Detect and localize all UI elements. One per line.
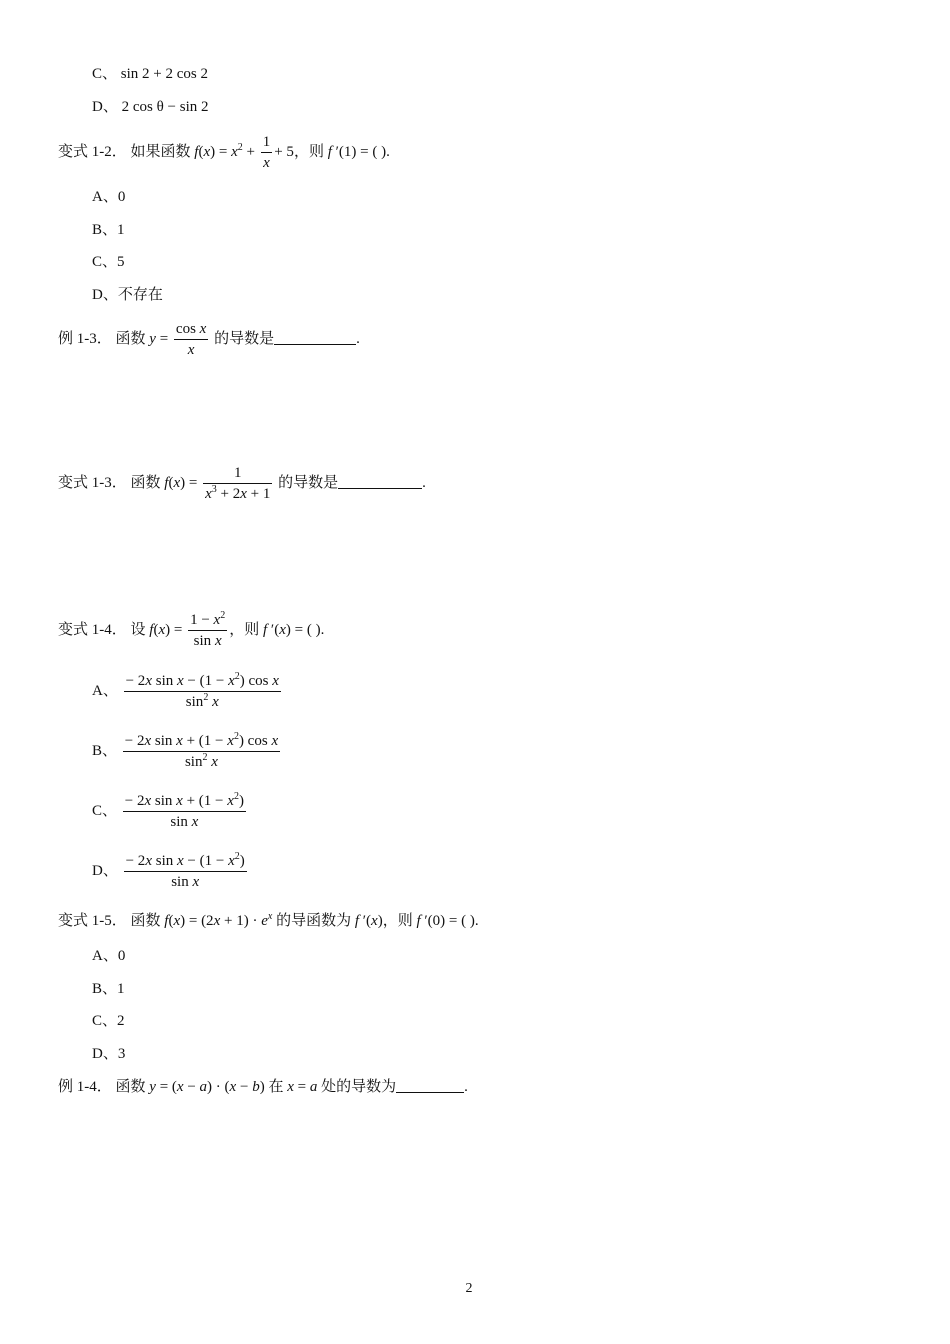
example-1-4 (58, 1077, 468, 1097)
answer-paren: ( ). (372, 143, 390, 160)
answer-paren: ( ). (306, 621, 325, 638)
function-expression: f(x) = $\frac{1 - x^2}{\text{sin x}}$ (149, 610, 226, 649)
option-text: 1 (117, 222, 125, 238)
option-b (92, 731, 282, 772)
option-text: 3 (117, 1046, 126, 1062)
question-label: 变式 1-3． (58, 474, 127, 491)
question-text: ，则 (382, 913, 413, 929)
option-letter: D、 (92, 862, 118, 879)
option-d (92, 851, 249, 892)
question-text: 在 (268, 1079, 284, 1095)
question-text: 的导函数为 (276, 913, 352, 929)
option-letter: A、 (92, 948, 118, 964)
question-text: 函数 (115, 330, 146, 347)
option-text: 5 (117, 254, 125, 270)
question-text: 函数 (115, 1079, 146, 1095)
option-text: 0 (117, 948, 126, 964)
question-1-3 (58, 463, 426, 504)
option-b (92, 979, 125, 999)
option-c (92, 252, 125, 272)
answer-blank[interactable] (338, 474, 422, 489)
fraction: $\frac{- 2x \sin x - (1 - x^2)}{\text{sin x}}$ (125, 851, 245, 890)
option-a (92, 187, 125, 207)
option-d (92, 97, 209, 117)
option-letter: B、 (92, 981, 118, 997)
option-text: 不存在 (117, 287, 163, 303)
derivative-expression: f ′(1) = (327, 143, 369, 160)
option-a (92, 946, 125, 966)
option-letter: C、 (92, 254, 118, 270)
question-label: 变式 1-4． (58, 621, 127, 638)
option-text: 0 (117, 189, 126, 205)
question-label: 例 1-4． (58, 1079, 112, 1095)
derivative-expression: f ′(x) = (262, 621, 304, 638)
option-text: 2 (117, 1013, 125, 1029)
question-text: 的导数是 (278, 474, 339, 491)
option-c (92, 791, 248, 832)
option-text: 1 (117, 981, 125, 997)
function-expression: $f(x) = (2x + 1) \cdot e^x$ (164, 911, 273, 929)
fraction: $\frac{\text{cos x}}{x}$ (175, 321, 207, 358)
point-expression: x = a (287, 1079, 318, 1095)
question-label: 变式 1-5． (58, 913, 127, 929)
option-letter: B、 (92, 222, 118, 238)
question-text: 如果函数 (130, 143, 191, 160)
answer-blank[interactable] (396, 1078, 464, 1093)
question-text: 的导数是 (214, 330, 275, 347)
option-letter: A、 (92, 682, 118, 699)
fraction: $\frac{- 2x \sin x + (1 - x^2) \cos x}{\sin^2 x}$ (124, 731, 279, 770)
derivative-expression: f ′(x) (354, 913, 383, 929)
option-d (92, 1044, 125, 1064)
option-letter: C、 (92, 1013, 118, 1029)
period: . (356, 330, 360, 347)
fraction: $\frac{1}{x}$ (262, 134, 271, 171)
fraction: $\frac{- 2x \sin x + (1 - x^2)}{\text{sin x}}$ (124, 791, 244, 830)
question-text: 处的导数为 (321, 1079, 397, 1095)
option-d (92, 285, 163, 305)
option-math: sin 2 + 2 cos 2 (120, 66, 208, 82)
question-text: 函数 (130, 913, 161, 929)
question-text: 设 (130, 621, 146, 638)
page-number: 2 (465, 1281, 473, 1296)
derivative-expression: f ′(0) = (416, 913, 458, 929)
function-expression: f(x) = $\frac{1}{x^3 + 2x + 1}$ (164, 465, 271, 502)
function-expression: y = $\frac{\text{cos x}}{x}$ (149, 321, 207, 358)
option-c (92, 64, 208, 84)
option-b (92, 220, 125, 240)
option-c (92, 1011, 125, 1031)
option-letter: D、 (92, 287, 118, 303)
question-label: 例 1-3． (58, 330, 112, 347)
answer-paren: ( ). (461, 913, 479, 929)
question-1-5 (58, 911, 479, 931)
fraction: $\frac{- 2x \sin x - (1 - x^2) \cos x}{\sin^2 x}$ (125, 671, 279, 710)
option-letter: C、 (92, 66, 118, 82)
question-label: 变式 1-2． (58, 143, 127, 160)
option-a (92, 671, 283, 712)
question-text: 函数 (130, 474, 161, 491)
question-1-4 (58, 610, 324, 651)
option-letter: D、 (92, 1046, 118, 1062)
option-letter: B、 (92, 742, 118, 759)
option-letter: D、 (92, 99, 118, 115)
question-text: ，则 (229, 621, 260, 638)
example-1-3 (58, 319, 360, 360)
option-letter: C、 (92, 802, 118, 819)
question-text: ，则 (293, 143, 324, 160)
fraction: $\frac{1}{x^3 + 2x + 1}$ (205, 465, 271, 502)
fraction: $\frac{1 - x^2}{\text{sin x}}$ (190, 610, 226, 649)
function-expression: y = (x − a) · (x − b) (149, 1079, 265, 1095)
function-expression: $f(x) = x^2$ + $\frac{1}{x}$ + 5 (194, 134, 294, 171)
question-1-2 (58, 132, 390, 173)
option-math: 2 cos θ − sin 2 (121, 99, 209, 115)
answer-blank[interactable] (274, 330, 356, 345)
option-letter: A、 (92, 189, 118, 205)
period: . (422, 474, 426, 491)
period: . (464, 1079, 468, 1095)
